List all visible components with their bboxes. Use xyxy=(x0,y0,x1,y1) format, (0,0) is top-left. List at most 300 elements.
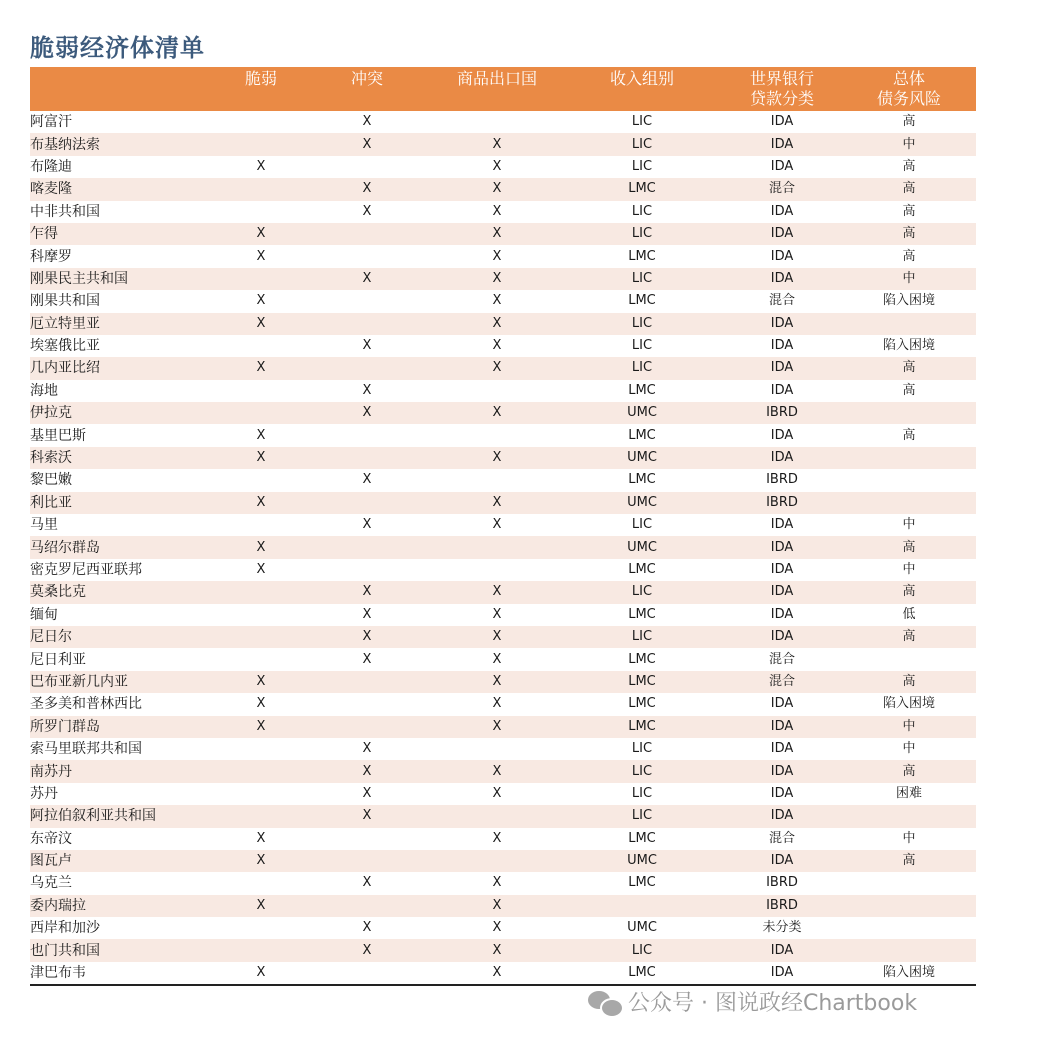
cell-risk: 中 xyxy=(902,741,916,757)
cell-wb: IDA xyxy=(770,562,794,577)
cell-conflict xyxy=(302,828,432,850)
cell-income: UMC xyxy=(627,494,657,510)
cell-fragile xyxy=(220,939,302,961)
cell-name: 南苏丹 xyxy=(30,763,72,780)
cell-commodity xyxy=(432,738,562,760)
cell-name: 乌克兰 xyxy=(30,875,72,892)
table-row xyxy=(30,626,976,648)
cell-name: 厄立特里亚 xyxy=(30,315,100,332)
cell-commodity: X xyxy=(492,718,502,734)
cell-name: 委内瑞拉 xyxy=(30,897,86,914)
table-row xyxy=(30,492,976,514)
cell-wb: IDA xyxy=(770,808,794,824)
cell-name: 尼日尔 xyxy=(30,629,72,646)
cell-income: LIC xyxy=(631,808,653,824)
cell-income: LMC xyxy=(628,248,656,264)
cell-wb: IDA xyxy=(770,964,794,980)
cell-name: 密克罗尼西亚联邦 xyxy=(30,562,142,578)
cell-income: UMC xyxy=(627,920,657,936)
cell-name: 布隆迪 xyxy=(30,158,72,175)
cell-commodity xyxy=(432,111,562,133)
cell-name: 喀麦隆 xyxy=(30,181,72,198)
cell-conflict: X xyxy=(362,763,372,779)
cell-fragile xyxy=(220,469,302,491)
cell-fragile xyxy=(220,380,302,402)
cell-wb: IDA xyxy=(770,696,794,712)
cell-name: 科摩罗 xyxy=(30,248,72,265)
cell-fragile xyxy=(220,581,302,603)
cell-risk: 陷入困境 xyxy=(882,293,935,309)
table-row xyxy=(30,760,976,782)
cell-commodity: X xyxy=(492,606,502,622)
cell-income: LIC xyxy=(631,942,653,958)
cell-income: LMC xyxy=(628,472,656,488)
cell-name: 所罗门群岛 xyxy=(30,718,100,735)
table-row xyxy=(30,514,976,536)
cell-risk: 高 xyxy=(902,539,916,555)
cell-conflict: X xyxy=(362,808,372,824)
cell-wb: 未分类 xyxy=(762,920,802,936)
cell-conflict: X xyxy=(362,203,372,219)
cell-fragile: X xyxy=(256,897,266,913)
cell-fragile: X xyxy=(256,494,266,510)
cell-commodity: X xyxy=(492,673,502,689)
cell-fragile: X xyxy=(256,539,266,555)
cell-fragile: X xyxy=(256,830,266,846)
cell-commodity: X xyxy=(492,315,502,331)
cell-risk: 高 xyxy=(902,427,916,443)
cell-commodity: X xyxy=(492,964,502,980)
wechat-icon xyxy=(588,989,622,1015)
cell-conflict: X xyxy=(362,875,372,891)
cell-wb: 混合 xyxy=(768,651,795,667)
cell-wb: IDA xyxy=(770,853,794,869)
cell-fragile xyxy=(220,133,302,155)
cell-commodity: X xyxy=(492,450,502,466)
cell-conflict xyxy=(302,559,432,581)
cell-income: LMC xyxy=(628,673,656,689)
table-row xyxy=(30,939,976,961)
cell-income: LMC xyxy=(628,606,656,622)
cell-commodity xyxy=(432,850,562,872)
cell-risk: 困难 xyxy=(895,785,922,801)
table-row xyxy=(30,111,976,133)
cell-conflict xyxy=(302,895,432,917)
header-risk-line1: 总体 xyxy=(892,69,925,88)
cell-conflict: X xyxy=(362,517,372,533)
header-debt-risk xyxy=(842,67,976,111)
cell-risk xyxy=(842,872,976,894)
table-row xyxy=(30,917,976,939)
cell-fragile xyxy=(220,738,302,760)
cell-wb: IDA xyxy=(770,450,794,466)
cell-risk: 高 xyxy=(902,114,916,130)
cell-name: 马里 xyxy=(30,517,58,534)
cell-commodity: X xyxy=(492,629,502,645)
cell-income: LMC xyxy=(628,427,656,443)
table-row xyxy=(30,268,976,290)
cell-conflict xyxy=(302,313,432,335)
cell-income: LMC xyxy=(628,696,656,712)
cell-risk: 中 xyxy=(902,517,916,533)
cell-risk: 陷入困境 xyxy=(882,338,935,354)
cell-commodity: X xyxy=(492,875,502,891)
cell-risk xyxy=(842,447,976,469)
cell-name: 马绍尔群岛 xyxy=(30,539,100,556)
cell-fragile xyxy=(220,402,302,424)
header-commodity: 商品出口国 xyxy=(456,69,537,88)
cell-commodity: X xyxy=(492,405,502,421)
cell-commodity: X xyxy=(492,270,502,286)
cell-name: 科索沃 xyxy=(30,450,72,467)
cell-income: UMC xyxy=(627,853,657,869)
table-row xyxy=(30,335,976,357)
cell-fragile: X xyxy=(256,853,266,869)
cell-name: 黎巴嫩 xyxy=(30,472,72,489)
cell-wb: IBRD xyxy=(766,405,798,421)
cell-risk xyxy=(842,648,976,670)
cell-income: LMC xyxy=(628,293,656,309)
cell-income: LIC xyxy=(631,785,653,801)
cell-income: LIC xyxy=(631,338,653,354)
cell-risk: 高 xyxy=(902,673,916,689)
cell-commodity xyxy=(432,536,562,558)
cell-wb: 混合 xyxy=(768,181,795,197)
cell-conflict xyxy=(302,447,432,469)
cell-income: LIC xyxy=(631,114,653,130)
cell-conflict: X xyxy=(362,942,372,958)
cell-income: LMC xyxy=(628,830,656,846)
header-income: 收入组别 xyxy=(609,69,674,88)
cell-conflict xyxy=(302,850,432,872)
footer-text: 公众号 · 图说政经Chartbook xyxy=(628,991,918,1016)
cell-conflict: X xyxy=(362,629,372,645)
cell-wb: IDA xyxy=(770,136,794,152)
cell-fragile xyxy=(220,783,302,805)
cell-wb: IDA xyxy=(770,270,794,286)
cell-conflict xyxy=(302,716,432,738)
cell-conflict xyxy=(302,536,432,558)
cell-name: 刚果民主共和国 xyxy=(30,270,128,287)
cell-wb: IDA xyxy=(770,427,794,443)
cell-risk: 陷入困境 xyxy=(882,696,935,712)
cell-fragile xyxy=(220,111,302,133)
cell-commodity: X xyxy=(492,897,502,913)
cell-wb: IBRD xyxy=(766,494,798,510)
table-row xyxy=(30,738,976,760)
footer-watermark xyxy=(588,986,917,1017)
cell-fragile xyxy=(220,268,302,290)
cell-income xyxy=(562,895,722,917)
cell-wb: IDA xyxy=(770,158,794,174)
cell-wb: IDA xyxy=(770,539,794,555)
header-fragile: 脆弱 xyxy=(244,69,277,88)
cell-conflict: X xyxy=(362,606,372,622)
cell-wb: IDA xyxy=(770,315,794,331)
table-row xyxy=(30,850,976,872)
cell-commodity: X xyxy=(492,763,502,779)
cell-fragile: X xyxy=(256,315,266,331)
header-conflict: 冲突 xyxy=(350,69,383,88)
cell-risk: 高 xyxy=(902,181,916,197)
cell-name: 图瓦卢 xyxy=(30,853,72,870)
table-row xyxy=(30,156,976,178)
cell-risk: 高 xyxy=(902,853,916,869)
cell-name: 基里巴斯 xyxy=(30,427,86,444)
cell-wb: IBRD xyxy=(766,472,798,488)
cell-name: 埃塞俄比亚 xyxy=(30,338,100,355)
cell-name: 莫桑比克 xyxy=(30,584,86,601)
cell-commodity: X xyxy=(492,293,502,309)
cell-fragile: X xyxy=(256,718,266,734)
cell-name: 伊拉克 xyxy=(30,405,72,422)
cell-wb: IBRD xyxy=(766,875,798,891)
cell-wb: IDA xyxy=(770,584,794,600)
cell-wb: IDA xyxy=(770,741,794,757)
cell-name: 中非共和国 xyxy=(30,203,100,220)
table-row xyxy=(30,245,976,267)
cell-conflict xyxy=(302,693,432,715)
cell-fragile xyxy=(220,805,302,827)
cell-risk xyxy=(842,895,976,917)
cell-commodity: X xyxy=(492,517,502,533)
header-risk-line2: 债务风险 xyxy=(876,89,941,108)
cell-wb: IDA xyxy=(770,226,794,242)
cell-wb: 混合 xyxy=(768,830,795,846)
cell-fragile: X xyxy=(256,562,266,577)
cell-risk: 高 xyxy=(902,203,916,219)
cell-income: UMC xyxy=(627,450,657,466)
cell-income: LIC xyxy=(631,203,653,219)
cell-commodity: X xyxy=(492,136,502,152)
cell-name: 索马里联邦共和国 xyxy=(30,741,142,758)
cell-income: LMC xyxy=(628,651,656,667)
header-wb-lending xyxy=(722,67,842,111)
cell-fragile xyxy=(220,872,302,894)
cell-commodity: X xyxy=(492,651,502,667)
table-row xyxy=(30,828,976,850)
cell-conflict xyxy=(302,357,432,379)
table-row xyxy=(30,648,976,670)
cell-name: 海地 xyxy=(30,382,58,399)
cell-conflict: X xyxy=(362,785,372,801)
cell-name: 巴布亚新几内亚 xyxy=(30,673,128,690)
cell-conflict xyxy=(302,223,432,245)
cell-name: 乍得 xyxy=(30,226,58,243)
table-row xyxy=(30,313,976,335)
cell-fragile: X xyxy=(256,226,266,242)
cell-income: UMC xyxy=(627,405,657,421)
cell-wb: IDA xyxy=(770,114,794,130)
cell-risk xyxy=(842,402,976,424)
cell-fragile: X xyxy=(256,673,266,689)
cell-risk: 低 xyxy=(902,606,916,622)
cell-fragile: X xyxy=(256,360,266,376)
cell-income: LIC xyxy=(631,741,653,757)
cell-income: LMC xyxy=(628,181,656,197)
cell-name: 利比亚 xyxy=(30,494,72,511)
cell-conflict: X xyxy=(362,584,372,600)
cell-commodity xyxy=(432,380,562,402)
cell-conflict xyxy=(302,492,432,514)
cell-commodity xyxy=(432,805,562,827)
cell-risk: 中 xyxy=(902,562,916,577)
cell-risk: 高 xyxy=(902,158,916,174)
cell-name: 阿富汗 xyxy=(30,114,72,131)
cell-name: 苏丹 xyxy=(30,785,58,802)
table-row xyxy=(30,357,976,379)
cell-risk: 高 xyxy=(902,763,916,779)
table-row xyxy=(30,716,976,738)
cell-risk: 中 xyxy=(902,830,916,846)
cell-name: 西岸和加沙 xyxy=(30,920,100,937)
cell-risk xyxy=(842,805,976,827)
cell-risk: 高 xyxy=(902,584,916,600)
cell-risk xyxy=(842,469,976,491)
table-row xyxy=(30,133,976,155)
cell-fragile xyxy=(220,178,302,200)
cell-wb: IDA xyxy=(770,203,794,219)
table-row xyxy=(30,671,976,693)
cell-fragile: X xyxy=(256,293,266,309)
cell-fragile xyxy=(220,201,302,223)
cell-conflict: X xyxy=(362,382,372,398)
cell-conflict xyxy=(302,245,432,267)
cell-fragile xyxy=(220,626,302,648)
table-row xyxy=(30,380,976,402)
cell-wb: IDA xyxy=(770,629,794,645)
table-row xyxy=(30,805,976,827)
table-row xyxy=(30,469,976,491)
cell-commodity: X xyxy=(492,226,502,242)
cell-risk xyxy=(842,917,976,939)
cell-conflict: X xyxy=(362,651,372,667)
cell-conflict: X xyxy=(362,181,372,197)
table-row xyxy=(30,604,976,626)
cell-commodity: X xyxy=(492,181,502,197)
cell-fragile: X xyxy=(256,696,266,712)
cell-conflict: X xyxy=(362,136,372,152)
cell-name: 圣多美和普林西比 xyxy=(30,696,142,713)
cell-income: LIC xyxy=(631,763,653,779)
cell-name: 津巴布韦 xyxy=(30,964,86,981)
cell-fragile: X xyxy=(256,248,266,264)
cell-commodity: X xyxy=(492,696,502,712)
cell-wb: IDA xyxy=(770,763,794,779)
cell-income: LIC xyxy=(631,629,653,645)
cell-name: 阿拉伯叙利亚共和国 xyxy=(30,808,156,825)
cell-fragile xyxy=(220,760,302,782)
cell-commodity xyxy=(432,469,562,491)
cell-fragile xyxy=(220,648,302,670)
cell-income: LIC xyxy=(631,136,653,152)
table-row xyxy=(30,536,976,558)
cell-conflict xyxy=(302,156,432,178)
cell-fragile: X xyxy=(256,427,266,443)
cell-commodity: X xyxy=(492,248,502,264)
cell-commodity: X xyxy=(492,360,502,376)
cell-name: 布基纳法索 xyxy=(30,136,100,153)
cell-fragile: X xyxy=(256,450,266,466)
header-wb-line1: 世界银行 xyxy=(749,69,814,88)
cell-wb: IDA xyxy=(770,382,794,398)
table-row xyxy=(30,895,976,917)
cell-fragile xyxy=(220,604,302,626)
cell-commodity: X xyxy=(492,158,502,174)
cell-risk: 高 xyxy=(902,360,916,376)
cell-conflict xyxy=(302,962,432,985)
table-header-row xyxy=(30,67,976,111)
table-row xyxy=(30,290,976,312)
cell-commodity xyxy=(432,424,562,446)
cell-fragile xyxy=(220,514,302,536)
cell-income: LMC xyxy=(628,382,656,398)
table-body xyxy=(30,111,976,985)
cell-commodity xyxy=(432,559,562,581)
cell-income: LIC xyxy=(631,584,653,600)
table-row xyxy=(30,581,976,603)
fragile-economies-table xyxy=(30,67,976,986)
page-title: 脆弱经济体清单 xyxy=(30,34,205,62)
cell-risk: 中 xyxy=(902,718,916,734)
cell-wb: IDA xyxy=(770,785,794,801)
cell-wb: IDA xyxy=(770,517,794,533)
table-row xyxy=(30,223,976,245)
cell-commodity: X xyxy=(492,920,502,936)
cell-fragile: X xyxy=(256,158,266,174)
table-row xyxy=(30,962,976,985)
header-wb-line2: 贷款分类 xyxy=(749,89,814,108)
table-row xyxy=(30,559,976,581)
cell-wb: IDA xyxy=(770,338,794,354)
cell-wb: IDA xyxy=(770,360,794,376)
cell-risk xyxy=(842,939,976,961)
cell-income: LIC xyxy=(631,315,653,331)
cell-wb: IBRD xyxy=(766,897,798,913)
cell-fragile xyxy=(220,917,302,939)
cell-conflict xyxy=(302,290,432,312)
cell-name: 东帝汶 xyxy=(30,830,72,847)
cell-risk: 中 xyxy=(902,270,916,286)
cell-risk: 高 xyxy=(902,382,916,398)
table-row xyxy=(30,178,976,200)
cell-risk: 高 xyxy=(902,629,916,645)
cell-conflict xyxy=(302,671,432,693)
cell-wb: 混合 xyxy=(768,673,795,689)
table-row xyxy=(30,201,976,223)
cell-name: 缅甸 xyxy=(30,606,58,623)
cell-fragile xyxy=(220,335,302,357)
cell-income: LIC xyxy=(631,226,653,242)
cell-risk: 中 xyxy=(902,136,916,152)
cell-wb: IDA xyxy=(770,942,794,958)
cell-commodity: X xyxy=(492,584,502,600)
cell-risk: 陷入困境 xyxy=(882,964,935,980)
cell-wb: IDA xyxy=(770,606,794,622)
table-row xyxy=(30,783,976,805)
cell-name: 几内亚比绍 xyxy=(30,360,100,377)
cell-risk xyxy=(842,492,976,514)
cell-income: UMC xyxy=(627,539,657,555)
table-row xyxy=(30,424,976,446)
cell-conflict: X xyxy=(362,920,372,936)
cell-risk: 高 xyxy=(902,226,916,242)
table-row xyxy=(30,693,976,715)
cell-name: 尼日利亚 xyxy=(30,651,86,668)
cell-commodity: X xyxy=(492,203,502,219)
header-name xyxy=(30,67,220,111)
cell-conflict: X xyxy=(362,472,372,488)
